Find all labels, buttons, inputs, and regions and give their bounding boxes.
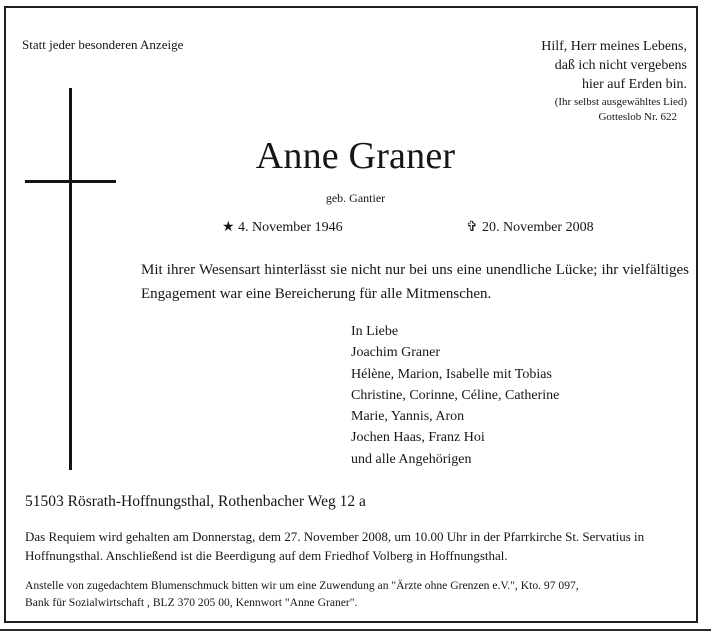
mourner-line: Jochen Haas, Franz Hoi: [351, 430, 485, 446]
deceased-name: Anne Graner: [255, 135, 456, 177]
birth-date-text: 4. November 1946: [238, 220, 343, 235]
family-address: 51503 Rösrath-Hoffnungsthal, Rothenbacher Weg 12 a: [25, 493, 366, 510]
psalm-line: daß ich nicht vergebens: [554, 58, 687, 73]
psalm-note: (Ihr selbst ausgewähltes Lied): [554, 96, 687, 108]
psalm-line: Hilf, Herr meines Lebens,: [541, 39, 687, 54]
psalm-quote: [541, 37, 687, 125]
mourner-line: Hélène, Marion, Isabelle mit Tobias: [351, 366, 552, 382]
donation-info: [25, 577, 579, 611]
cross-icon: ✞: [466, 220, 478, 235]
star-icon: ★: [222, 220, 235, 235]
mourners-list: [351, 321, 559, 470]
mourner-line: Christine, Corinne, Céline, Catherine: [351, 387, 560, 403]
cross-icon-horizontal: [25, 180, 116, 183]
mourner-line: In Liebe: [351, 324, 399, 339]
mourner-line: Joachim Graner: [351, 345, 441, 361]
bottom-rule: [0, 629, 711, 631]
death-date: [466, 219, 594, 236]
tribute-text: Mit ihrer Wesensart hinterlässt sie nicht nur bei uns eine unendliche Lücke; ihr vielfältiges Engagement war eine Bereicherung für alle Mitmenschen.: [141, 262, 689, 302]
psalm-line: hier auf Erden bin.: [582, 77, 687, 92]
header-note: Statt jeder besonderen Anzeige: [22, 37, 184, 52]
requiem-info: Das Requiem wird gehalten am Donnerstag, dem 27. November 2008, um 10.00 Uhr in der Pfarrkirche St. Servatius in Hoffnungsthal. Anschließend ist die Beerdigung auf dem Friedhof Volberg in Hoffnungsthal.: [25, 529, 645, 563]
donation-line: Bank für Sozialwirtschaft , BLZ 370 205 00, Kennwort "Anne Graner".: [25, 596, 358, 609]
death-date-text: 20. November 2008: [482, 220, 594, 235]
maiden-name: geb. Gantier: [325, 191, 386, 205]
donation-line: Anstelle von zugedachtem Blumenschmuck bitten wir um eine Zuwendung an "Ärzte ohne Grenzen e.V.", Kto. 97 097,: [25, 579, 579, 592]
birth-date: [222, 219, 343, 236]
mourner-line: und alle Angehörigen: [351, 451, 472, 467]
mourner-line: Marie, Yannis, Aron: [351, 409, 465, 425]
psalm-reference: Gotteslob Nr. 622: [598, 111, 677, 123]
